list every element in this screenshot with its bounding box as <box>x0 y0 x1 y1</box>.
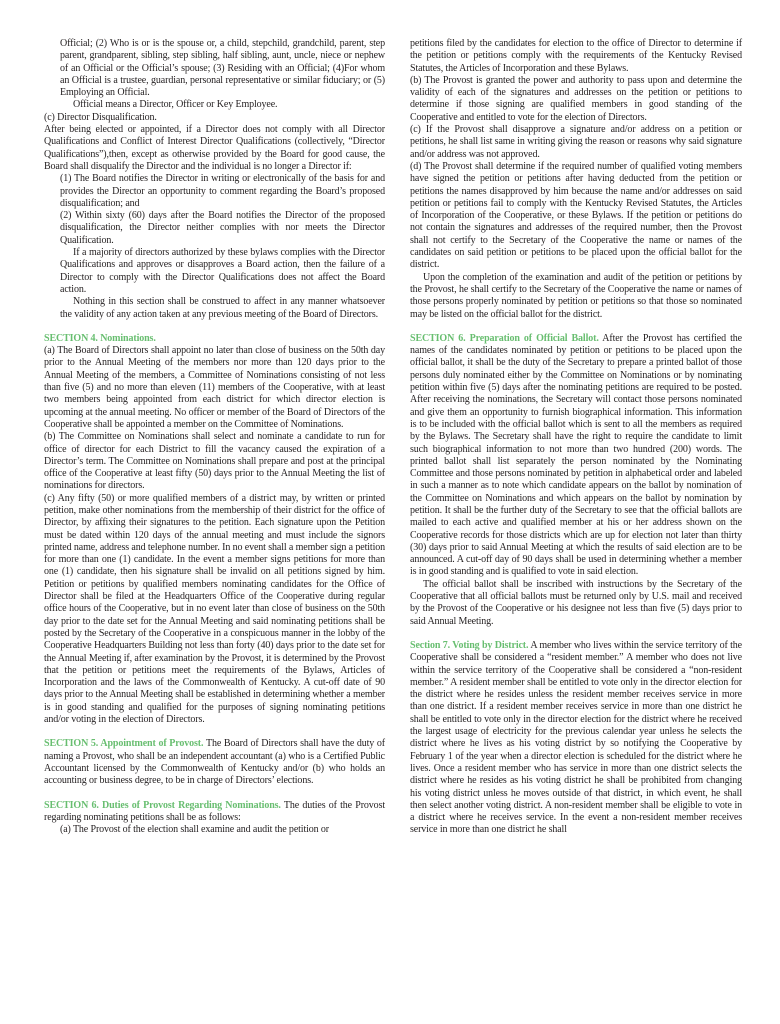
paragraph <box>410 272 742 321</box>
paragraph-text: Official means a Director, Officer or Key Employee. <box>73 99 278 111</box>
paragraph-text: After the Provost has certified the names of the candidates nominated by petition or petitions to be placed upon the official ballot, it shall be the duty of the Secretary to prepare a printed ballot of those persons duly nominated either by the Committee on Nominations or by nominating petition within five (5) days after the nominating petitions are required to be posted. After receiving the nominations, the Secretary will contact those persons nominated and give them an opportunity to furnish biographical information. This information is to be included with the official ballot which is sent to all the members as required by the Bylaws. The Secretary shall have the right to require the candidate to limit such biographical information to not more than two hundred (200) words. The printed ballot shall list separately the person nominated by the Nominating Committee and those persons nominated by petition in alphabetical order and labeled in such a manner as to note which candidate appears on the ballot by nomination of the Committee on Nominations and which appears on the ballot by nomination by petition. It shall be the further duty of the Secretary to see that the official ballots are mailed to each active and qualified member at his or her address shown on the Cooperative records for those districts which are up for election not later than thirty (30) days prior to said Annual Meeting at which the results of said election are to be announced. A cut-off day of 90 days shall be used in determining whether a member is in good standing and is qualified to vote in said election. <box>410 332 742 578</box>
paragraph-text: Upon the completion of the examination and audit of the petition or petitions by the Provost, he shall certify to the Secretary of the Cooperative the name or names of those persons properly nominated by petition or petitions so that those so nominated may be listed on the official ballot for the district. <box>410 271 742 320</box>
paragraph-text: (a) The Board of Directors shall appoint no later than close of business on the 50th day prior to the Annual Meeting of the members nor more than 120 days prior to the Annual Meeting of the members, a Committee of Nominations consisting of not less than five (5) and no more than eleven (11) members of the Cooperative, with at least two members being appointed from each district for which director election is upcoming at the annual meeting. No officer or member of the Board of Directors of the Cooperative shall be appointed a member on the Committee of Nominations. <box>44 345 385 430</box>
paragraph-text: The duties of the Provost regarding nominating petitions shall be as follows: <box>44 799 385 823</box>
paragraph-text: (d) The Provost shall determine if the required number of qualified voting members have signed the petition or petitions after having deducted from the petition or petitions the names disapproved by him because the name and/or addresses on said petition or petitions fail to comply with the Kentucky Revised Statutes, the Articles of Incorporation of the Cooperative, or these Bylaws. If the petition or petitions do not contain the signatures and addresses of the required number, then the Provost shall not certify to the Secretary of the Cooperative the name or names of the candidates on said petition or petitions to be placed upon the official ballot for the district. <box>410 160 742 271</box>
paragraph <box>60 296 385 321</box>
paragraph-text: (b) The Committee on Nominations shall select and nominate a candidate to run for office of director for each District to fill the vacancy caused the expiration of a Director’s term. The Committee on Nominations shall prepare and post at the principal office of the Cooperative at least fifty (50) days prior to the Annual Meeting the list of nominations for directors. <box>44 431 385 492</box>
paragraph <box>60 99 385 111</box>
paragraph <box>410 640 742 837</box>
section-heading: SECTION 6. Duties of Provost Regarding Nominations. <box>44 799 281 811</box>
paragraph <box>60 173 385 210</box>
section-heading: SECTION 5. Appointment of Provost. <box>44 738 204 750</box>
paragraph <box>44 124 385 173</box>
paragraph <box>410 38 742 75</box>
paragraph <box>44 345 385 431</box>
section-heading: Section 7. Voting by District. <box>410 639 529 651</box>
paragraph <box>44 800 385 825</box>
paragraph <box>60 210 385 247</box>
paragraph <box>410 579 742 628</box>
section-heading: SECTION 4. Nominations. <box>44 332 156 344</box>
paragraph <box>60 38 385 99</box>
left-column <box>44 38 385 836</box>
section-heading: SECTION 6. Preparation of Official Ballot. <box>410 332 599 344</box>
paragraph <box>60 824 385 836</box>
paragraph <box>410 75 742 124</box>
paragraph-text: The Board of Directors shall have the duty of naming a Provost, who shall be an independent accountant (a) who is a Certified Public Accountant licensed by the Commonwealth of Kentucky and/or (b) who holds an accounting or business degree, to be in charge of Directors’ elections. <box>44 738 385 787</box>
paragraph-text: The official ballot shall be inscribed with instructions by the Secretary of the Cooperative that all official ballots must be returned only by U.S. mail and received by the Provost of the Cooperative or his designee not less than five (5) days prior to said Annual Meeting. <box>410 578 742 627</box>
paragraph-text: (b) The Provost is granted the power and authority to pass upon and determine the validity of each of the signatures and addresses on the petition or petitions to determine if those signing are qualified members in good standing of the Cooperative and entitled to vote for the election of Directors. <box>410 74 742 123</box>
section-heading-line <box>44 333 385 345</box>
paragraph <box>410 161 742 272</box>
paragraph-text: If a majority of directors authorized by these bylaws complies with the Director Qualifications and approves or disapproves a Board action, then the failure of a Director to comply with the Director Qualifications does not affect the Board action. <box>60 247 385 295</box>
right-column <box>410 38 742 837</box>
paragraph <box>60 247 385 296</box>
paragraph <box>44 431 385 492</box>
paragraph-text: A member who lives within the service territory of the Cooperative shall be considered a “resident member.” A member who does not live within the service territory of the Cooperative shall be considered a “non-resident member.” A resident member shall be entitled to vote only in the director election for the district where he resides unless the resident member receives service in more than one district. If a resident member receives service in more than one district he shall be entitled to vote only in the director election for the district where he received the largest usage of electricity for the previous calendar year unless he selects the district where he lives as his voting district by so notifying the Cooperative by February 1 of the year when a director election is scheduled for the district where he lives. Once a resident member who has service in more than one district selects the district where he resides as his voting district he shall be prohibited from changing his voting district unless he moves outside of that district, in which event, he shall then select another voting district. A non-resident member shall be eligible to vote in a district where he receives service. In the event a non-resident member receives service in more than one district he shall <box>410 639 742 836</box>
paragraph-text: (a) The Provost of the election shall examine and audit the petition or <box>60 824 329 836</box>
paragraph <box>44 112 385 124</box>
paragraph-text: petitions filed by the candidates for election to the office of Director to determine if the petition or petitions comply with the requirements of the Kentucky Revised Statutes, the Articles of Incorporation and these Bylaws. <box>410 38 742 74</box>
paragraph <box>44 738 385 787</box>
paragraph-text: Nothing in this section shall be construed to affect in any manner whatsoever the validity of any action taken at any previous meeting of the Board of Directors. <box>60 296 385 320</box>
paragraph-text: (c) Any fifty (50) or more qualified members of a district may, by written or printed petition, make other nominations from the membership of their district for the office of Director, by affixing their signatures to the petition. Each signature upon the Petition must be dated within 120 days of the annual meeting and must include the signors printed name, address and telephone number. In no event shall a member sign a petition for more than one (1) candidate. In the event a member signs petitions for more than one (1) candidate, then his signature shall be invalid on all petitions signed by him. Petition or petitions by qualified members nominating candidates for the Office of Director shall be filed at the Headquarters Office of the Cooperative during regular office hours of the Cooperative, but in no event later than close of business on the 50th day prior to the date set for the Annual Meeting and said nominating petitions shall be posted by the Secretary of the Cooperative in a conspicuous manner in the lobby of the Cooperative Headquarters Building not less than forty (40) days prior to the date set for the Annual Meeting if, after examination by the Provost, it is determined by the Provost that the petition or petitions meet the requirements of the Bylaws, Articles of Incorporation and the laws of the Commonwealth of Kentucky. A cut-off date of 90 days prior to the Annual Meeting shall be established in determining whether a member is in good standing and qualified for the purposes of signing nominating petitions and/or voting in the election of Directors. <box>44 492 385 726</box>
paragraph-text: Official; (2) Who is or is the spouse or, a child, stepchild, grandchild, parent, step parent, grandparent, sibling, step sibling, half sibling, aunt, uncle, niece or nephew of an Official or the Official’s spouse; (3) Residing with an Official; (4)For whom an Official is a trustee, guardian, personal representative or similar fiduciary; or (5) Employing an Official. <box>60 38 385 99</box>
paragraph-text: After being elected or appointed, if a Director does not comply with all Director Qualifications and Conflict of Interest Director Qualifications (collectively, “Director Qualifications”),then, except as otherwise provided by the Board for good cause, the Board shall disqualify the Director and the individual is no longer a Director if: <box>44 124 385 172</box>
paragraph <box>410 124 742 161</box>
paragraph-text: (c) Director Disqualification. <box>44 111 157 123</box>
paragraph-text: (1) The Board notifies the Director in writing or electronically of the basis for and provides the Director an opportunity to comment regarding the Board’s proposed disqualification; and <box>60 173 385 209</box>
paragraph-text: (2) Within sixty (60) days after the Board notifies the Director of the proposed disqualification, the Director neither complies with nor meets the Director Qualification. <box>60 210 385 246</box>
paragraph <box>44 493 385 727</box>
paragraph-text: (c) If the Provost shall disapprove a signature and/or address on a petition or petitions, he shall list same in writing giving the reason or reasons why said signature and/or address was not approved. <box>410 124 742 160</box>
paragraph <box>410 333 742 579</box>
